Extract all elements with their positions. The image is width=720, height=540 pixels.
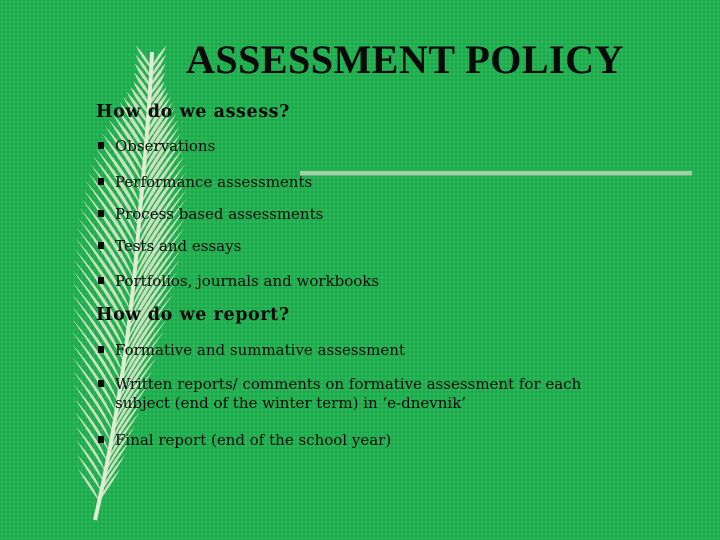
section-heading-assess: How do we assess? <box>96 102 290 122</box>
bullet-icon <box>98 346 104 353</box>
bullet-icon <box>98 277 104 284</box>
list-item: Tests and essays <box>96 237 241 256</box>
slide-title: ASSESSMENT POLICY <box>186 37 624 82</box>
horizontal-rule <box>300 171 692 176</box>
list-item: Written reports/ comments on formative assessment for each subject (end of the winter term) in ‘e-dnevnik’ <box>96 375 635 413</box>
list-item: Process based assessments <box>96 205 323 224</box>
bullet-icon <box>98 142 104 149</box>
list-item: Portfolios, journals and workbooks <box>96 272 379 291</box>
bullet-icon <box>98 178 104 185</box>
list-item: Formative and summative assessment <box>96 341 405 360</box>
list-item: Final report (end of the school year) <box>96 431 391 450</box>
list-item: Observations <box>96 137 215 156</box>
bullet-icon <box>98 210 104 217</box>
bullet-icon <box>98 380 104 387</box>
bullet-icon <box>98 242 104 249</box>
list-item: Performance assessments <box>96 173 312 192</box>
bullet-icon <box>98 436 104 443</box>
frond-leaflet <box>78 469 99 501</box>
section-heading-report: How do we report? <box>96 305 290 325</box>
